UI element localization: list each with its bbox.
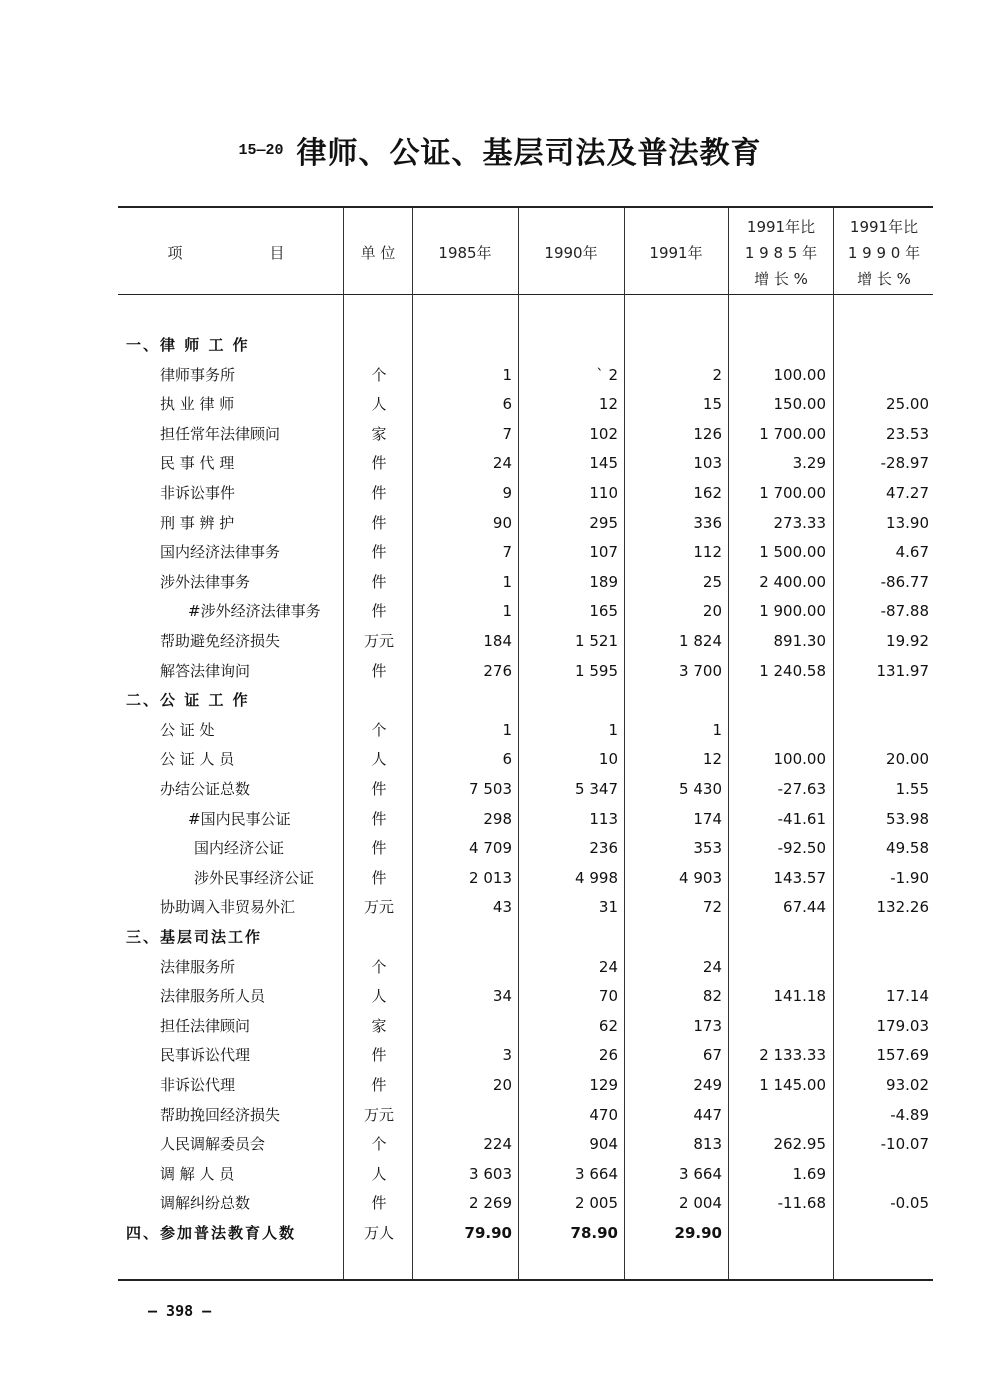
row-value-v1990: 129 — [589, 1076, 618, 1094]
row-value-g85: -92.50 — [777, 839, 826, 858]
header-1991: 1991年 — [649, 244, 703, 262]
row-value-v1985 — [414, 331, 512, 360]
header-item-left: 项 — [167, 244, 183, 262]
row-label: 执 业 律 师 — [160, 395, 235, 414]
row-unit: 个 — [371, 720, 387, 739]
header-growth-1990-line3: 增 长 % — [857, 270, 911, 288]
row-value-v1991: 82 — [702, 987, 722, 1006]
row-unit: 件 — [371, 1076, 387, 1094]
row-value-v1985: 7 — [502, 424, 512, 443]
page-number: — 398 — — [148, 1302, 212, 1320]
header-growth-1985-line1: 1991年比 — [746, 218, 816, 236]
row-unit — [346, 686, 412, 715]
row-unit: 件 — [371, 543, 387, 562]
row-value-g85: 1 500.00 — [759, 543, 826, 562]
row-unit: 个 — [371, 1135, 387, 1154]
row-value-g90: 49.58 — [886, 839, 929, 858]
row-label: 涉外民事经济公证 — [194, 868, 315, 887]
row-value-v1991: 174 — [693, 809, 722, 828]
row-value-v1990: 113 — [589, 809, 618, 828]
row-value-v1991: 249 — [693, 1076, 722, 1094]
row-value-v1985: 6 — [502, 395, 512, 414]
row-value-v1990: 470 — [589, 1105, 618, 1124]
row-value-v1985: 24 — [492, 454, 512, 473]
row-value-v1985: 90 — [492, 513, 512, 532]
row-label: 法律服务所 — [160, 957, 236, 976]
row-unit: 件 — [371, 1194, 387, 1213]
row-value-v1990: 189 — [589, 572, 618, 591]
row-label: 担任法律顾问 — [160, 1016, 251, 1035]
table-row — [118, 775, 933, 804]
row-label: 协助调入非贸易外汇 — [160, 898, 296, 917]
row-unit: 件 — [371, 809, 387, 828]
row-value-v1991: 20 — [702, 602, 722, 621]
row-value-g90: -0.05 — [890, 1194, 929, 1213]
row-unit — [346, 923, 412, 952]
row-label: 帮助避免经济损失 — [160, 632, 281, 650]
row-value-v1991: 67 — [702, 1046, 722, 1065]
row-value-v1990: 70 — [598, 987, 618, 1006]
row-value-g85 — [730, 686, 826, 715]
row-value-v1985: 1 — [502, 720, 512, 739]
row-value-v1990 — [520, 331, 618, 360]
table-row — [118, 805, 933, 834]
row-value-v1985: 3 603 — [469, 1164, 512, 1183]
row-value-v1991: 2 004 — [679, 1194, 722, 1213]
row-unit: 件 — [371, 661, 387, 680]
row-unit: 件 — [371, 1046, 387, 1065]
row-label: 涉外法律事务 — [160, 572, 251, 591]
row-value-v1985: 34 — [492, 987, 512, 1006]
row-value-g85: 100.00 — [773, 750, 826, 769]
row-unit: 件 — [371, 780, 387, 798]
header-growth-1985-line2: 1 9 8 5 年 — [744, 244, 818, 262]
row-value-g90: -86.77 — [880, 572, 929, 591]
row-value-g90 — [834, 953, 929, 982]
row-unit: 件 — [371, 602, 387, 621]
row-value-v1985 — [414, 686, 512, 715]
row-value-v1990: 110 — [589, 484, 618, 502]
row-value-v1991: 15 — [702, 395, 722, 414]
row-unit: 件 — [371, 484, 387, 502]
row-value-v1985: 9 — [502, 484, 512, 502]
row-value-g85: 1 700.00 — [759, 484, 826, 502]
header-item-right: 目 — [269, 244, 285, 262]
row-value-v1991 — [626, 686, 722, 715]
table-row — [118, 745, 933, 774]
row-value-v1990: 145 — [589, 454, 618, 473]
row-value-v1985 — [414, 1012, 512, 1041]
row-value-g85: 273.33 — [773, 513, 826, 532]
table-row — [118, 449, 933, 478]
row-value-v1990: 31 — [598, 898, 618, 917]
row-label: 解答法律询问 — [160, 661, 251, 680]
row-value-g90: 23.53 — [886, 424, 929, 443]
row-value-v1991: 447 — [693, 1105, 722, 1124]
row-label: 三、基层司法工作 — [126, 928, 263, 946]
top-rule — [118, 206, 933, 208]
row-value-v1990: 5 347 — [575, 780, 618, 798]
row-value-g85: 1 145.00 — [759, 1076, 826, 1094]
row-label: 非诉讼事件 — [160, 484, 236, 502]
row-value-g90 — [834, 1160, 929, 1189]
row-value-g85: -41.61 — [777, 809, 826, 828]
table-row — [118, 597, 933, 626]
row-unit: 人 — [371, 750, 387, 769]
row-value-g90: 25.00 — [886, 395, 929, 414]
table-row — [118, 361, 933, 390]
row-value-v1985: 79.90 — [464, 1224, 512, 1242]
row-unit: 件 — [371, 513, 387, 532]
row-value-g85: 2 400.00 — [759, 572, 826, 591]
row-value-v1985: 4 709 — [469, 839, 512, 858]
row-value-g85 — [730, 331, 826, 360]
row-value-v1985: 2 013 — [469, 868, 512, 887]
row-label: 公 证 处 — [160, 720, 215, 739]
table-row — [118, 893, 933, 922]
row-value-g90: 20.00 — [886, 750, 929, 769]
row-value-v1985: 224 — [483, 1135, 512, 1154]
row-value-v1985: 43 — [492, 898, 512, 917]
table-row — [118, 982, 933, 1011]
table-row — [118, 1189, 933, 1218]
row-unit: 人 — [371, 1164, 387, 1183]
row-value-g85: 150.00 — [773, 395, 826, 414]
row-value-v1991: 336 — [693, 513, 722, 532]
row-label: 民事诉讼代理 — [160, 1046, 251, 1065]
row-value-g90 — [834, 1219, 929, 1248]
row-label: 二、公 证 工 作 — [126, 691, 250, 710]
row-value-v1991: 162 — [693, 484, 722, 502]
row-unit: 万元 — [363, 898, 394, 917]
row-value-v1991: 2 — [712, 365, 722, 384]
row-value-v1990: 904 — [589, 1135, 618, 1154]
table-number: 15—20 — [238, 141, 284, 159]
header-growth-1985 — [730, 214, 832, 292]
row-unit: 万元 — [363, 632, 394, 650]
row-value-g90: 4.67 — [895, 543, 929, 562]
header-unit: 单 位 — [360, 244, 396, 262]
row-value-g90: 17.14 — [886, 987, 929, 1006]
row-unit: 万元 — [363, 1105, 394, 1124]
row-label: 法律服务所人员 — [160, 987, 266, 1006]
row-value-g90: 179.03 — [876, 1016, 929, 1035]
table-row — [118, 657, 933, 686]
row-value-v1990: 3 664 — [575, 1164, 618, 1183]
row-value-g85 — [730, 1012, 826, 1041]
row-value-v1990: 107 — [589, 543, 618, 562]
table-row — [118, 479, 933, 508]
row-value-g90 — [834, 686, 929, 715]
row-value-g90: 93.02 — [886, 1076, 929, 1094]
row-value-v1990: 2 005 — [575, 1194, 618, 1213]
row-value-g90: 47.27 — [886, 484, 929, 502]
header-1990: 1990年 — [544, 244, 598, 262]
row-value-g85: 1.69 — [792, 1164, 826, 1183]
table-row — [118, 1041, 933, 1070]
row-value-v1991: 126 — [693, 424, 722, 443]
row-value-g85: 262.95 — [773, 1135, 826, 1154]
row-label: 刑 事 辨 护 — [160, 513, 235, 532]
row-value-v1990: 24 — [598, 957, 618, 976]
row-value-g85 — [730, 1101, 826, 1130]
row-value-g90: 53.98 — [886, 809, 929, 828]
row-label: 民 事 代 理 — [160, 454, 235, 473]
header-rule — [118, 294, 933, 295]
row-label: 四、参加普法教育人数 — [126, 1224, 297, 1242]
row-value-v1990: 165 — [589, 602, 618, 621]
row-value-g90: 19.92 — [886, 632, 929, 650]
row-value-v1991: 173 — [693, 1016, 722, 1035]
row-value-v1990: 1 521 — [575, 632, 618, 650]
row-value-v1990: 236 — [589, 839, 618, 858]
table-row — [118, 331, 933, 360]
row-value-v1990: 1 — [608, 720, 618, 739]
row-value-g85 — [730, 923, 826, 952]
row-value-g85: -11.68 — [777, 1194, 826, 1213]
row-value-g85: 67.44 — [783, 898, 826, 917]
row-value-v1991: 24 — [702, 957, 722, 976]
table-row — [118, 627, 933, 656]
row-label: 帮助挽回经济损失 — [160, 1105, 281, 1124]
row-value-g90: 132.26 — [876, 898, 929, 917]
row-value-v1985: 276 — [483, 661, 512, 680]
row-value-v1991: 72 — [702, 898, 722, 917]
row-value-v1990: 10 — [598, 750, 618, 769]
row-value-v1985: 184 — [483, 632, 512, 650]
row-value-v1985: 2 269 — [469, 1194, 512, 1213]
row-value-g90 — [834, 361, 929, 390]
row-value-v1991: 813 — [693, 1135, 722, 1154]
row-value-v1985: 3 — [502, 1046, 512, 1065]
row-value-g85 — [730, 1219, 826, 1248]
row-unit: 个 — [371, 957, 387, 976]
table-row — [118, 834, 933, 863]
row-value-v1985: 7 — [502, 543, 512, 562]
row-unit — [346, 331, 412, 360]
row-value-g85: 3.29 — [792, 454, 826, 473]
row-value-v1991: 3 700 — [679, 661, 722, 680]
row-value-g90 — [834, 716, 929, 745]
row-value-g85 — [730, 716, 826, 745]
row-value-g85 — [730, 953, 826, 982]
table-row — [118, 390, 933, 419]
row-value-v1985: 6 — [502, 750, 512, 769]
row-value-v1990: 1 595 — [575, 661, 618, 680]
row-value-g85: 143.57 — [773, 868, 826, 887]
row-value-v1985 — [414, 923, 512, 952]
row-label: #涉外经济法律事务 — [188, 602, 321, 621]
row-value-g90 — [834, 923, 929, 952]
row-label: 担任常年法律顾问 — [160, 424, 281, 443]
header-growth-1990-line2: 1 9 9 0 年 — [847, 244, 921, 262]
row-label: 人民调解委员会 — [160, 1135, 266, 1154]
row-value-v1991 — [626, 923, 722, 952]
header-1985: 1985年 — [438, 244, 492, 262]
row-unit: 家 — [371, 424, 387, 443]
row-value-v1990: 102 — [589, 424, 618, 443]
row-value-v1990: 295 — [589, 513, 618, 532]
table-row — [118, 1130, 933, 1159]
page-title — [0, 128, 1000, 172]
row-unit: 个 — [371, 365, 387, 384]
row-value-v1990: 26 — [598, 1046, 618, 1065]
row-value-v1991: 3 664 — [679, 1164, 722, 1183]
row-label: 公 证 人 员 — [160, 750, 235, 769]
row-unit: 人 — [371, 395, 387, 414]
row-value-v1991: 112 — [693, 543, 722, 562]
row-label: 调 解 人 员 — [160, 1164, 235, 1183]
header-growth-1990-line1: 1991年比 — [849, 218, 919, 236]
row-unit: 件 — [371, 839, 387, 858]
row-label: 一、律 师 工 作 — [126, 336, 250, 354]
table-row — [118, 509, 933, 538]
row-value-g85: 1 240.58 — [759, 661, 826, 680]
table-row — [118, 1101, 933, 1130]
row-value-g90: 157.69 — [876, 1046, 929, 1065]
row-unit: 万人 — [363, 1224, 394, 1242]
header-growth-1985-line3: 增 长 % — [754, 270, 808, 288]
row-unit: 人 — [371, 987, 387, 1006]
row-value-v1985: 1 — [502, 365, 512, 384]
row-value-g85: -27.63 — [777, 780, 826, 798]
row-value-v1985 — [414, 953, 512, 982]
row-value-v1991: 1 — [712, 720, 722, 739]
row-value-g90: -87.88 — [880, 602, 929, 621]
table-row — [118, 716, 933, 745]
row-unit: 件 — [371, 868, 387, 887]
row-value-v1990: 62 — [598, 1016, 618, 1035]
table-row — [118, 953, 933, 982]
table-row — [118, 1012, 933, 1041]
row-value-g85: 100.00 — [773, 365, 826, 384]
row-value-v1990: 78.90 — [570, 1224, 618, 1242]
row-value-g90: -28.97 — [880, 454, 929, 473]
row-label: 律师事务所 — [160, 365, 236, 384]
table-row — [118, 1160, 933, 1189]
row-value-v1991: 12 — [702, 750, 722, 769]
row-value-v1990: 12 — [598, 395, 618, 414]
row-value-v1985 — [414, 1101, 512, 1130]
row-value-v1990: ` 2 — [596, 365, 618, 384]
row-value-g90: 131.97 — [876, 661, 929, 680]
table-row — [118, 420, 933, 449]
row-value-v1985: 298 — [483, 809, 512, 828]
table-row — [118, 864, 933, 893]
row-value-g90: 13.90 — [886, 513, 929, 532]
row-value-v1985: 20 — [492, 1076, 512, 1094]
row-label: 非诉讼代理 — [160, 1076, 236, 1094]
row-value-g85: 1 700.00 — [759, 424, 826, 443]
row-label: #国内民事公证 — [188, 809, 291, 828]
row-label: 国内经济法律事务 — [160, 543, 281, 562]
table-row — [118, 1071, 933, 1100]
row-value-v1991: 29.90 — [674, 1224, 722, 1242]
row-value-g85: 2 133.33 — [759, 1046, 826, 1065]
table-title: 律师、公证、基层司法及普法教育 — [296, 136, 762, 171]
table-row — [118, 1219, 933, 1248]
row-unit: 件 — [371, 454, 387, 473]
row-value-g85: 891.30 — [773, 632, 826, 650]
header-growth-1990 — [835, 214, 933, 292]
row-value-v1985: 1 — [502, 602, 512, 621]
row-value-v1991: 25 — [702, 572, 722, 591]
row-value-v1990 — [520, 686, 618, 715]
table-row — [118, 923, 933, 952]
row-value-v1991: 103 — [693, 454, 722, 473]
row-unit: 家 — [371, 1016, 387, 1035]
row-label: 调解纠纷总数 — [160, 1194, 251, 1213]
row-value-v1990: 4 998 — [575, 868, 618, 887]
row-label: 办结公证总数 — [160, 780, 251, 798]
row-value-g90: 1.55 — [895, 780, 929, 798]
table-row — [118, 686, 933, 715]
row-value-v1991: 5 430 — [679, 780, 722, 798]
row-value-g85: 1 900.00 — [759, 602, 826, 621]
row-value-g90: -10.07 — [880, 1135, 929, 1154]
row-value-v1991: 4 903 — [679, 868, 722, 887]
row-value-g90 — [834, 331, 929, 360]
table-row — [118, 568, 933, 597]
table-row — [118, 538, 933, 567]
row-value-v1991 — [626, 331, 722, 360]
row-value-g90: -4.89 — [890, 1105, 929, 1124]
row-value-v1990 — [520, 923, 618, 952]
row-value-v1985: 1 — [502, 572, 512, 591]
row-value-v1991: 353 — [693, 839, 722, 858]
row-unit: 件 — [371, 572, 387, 591]
row-value-v1991: 1 824 — [679, 632, 722, 650]
row-value-g85: 141.18 — [773, 987, 826, 1006]
row-label: 国内经济公证 — [194, 839, 285, 858]
bottom-rule — [118, 1279, 933, 1281]
row-value-g90: -1.90 — [890, 868, 929, 887]
row-value-v1985: 7 503 — [469, 780, 512, 798]
